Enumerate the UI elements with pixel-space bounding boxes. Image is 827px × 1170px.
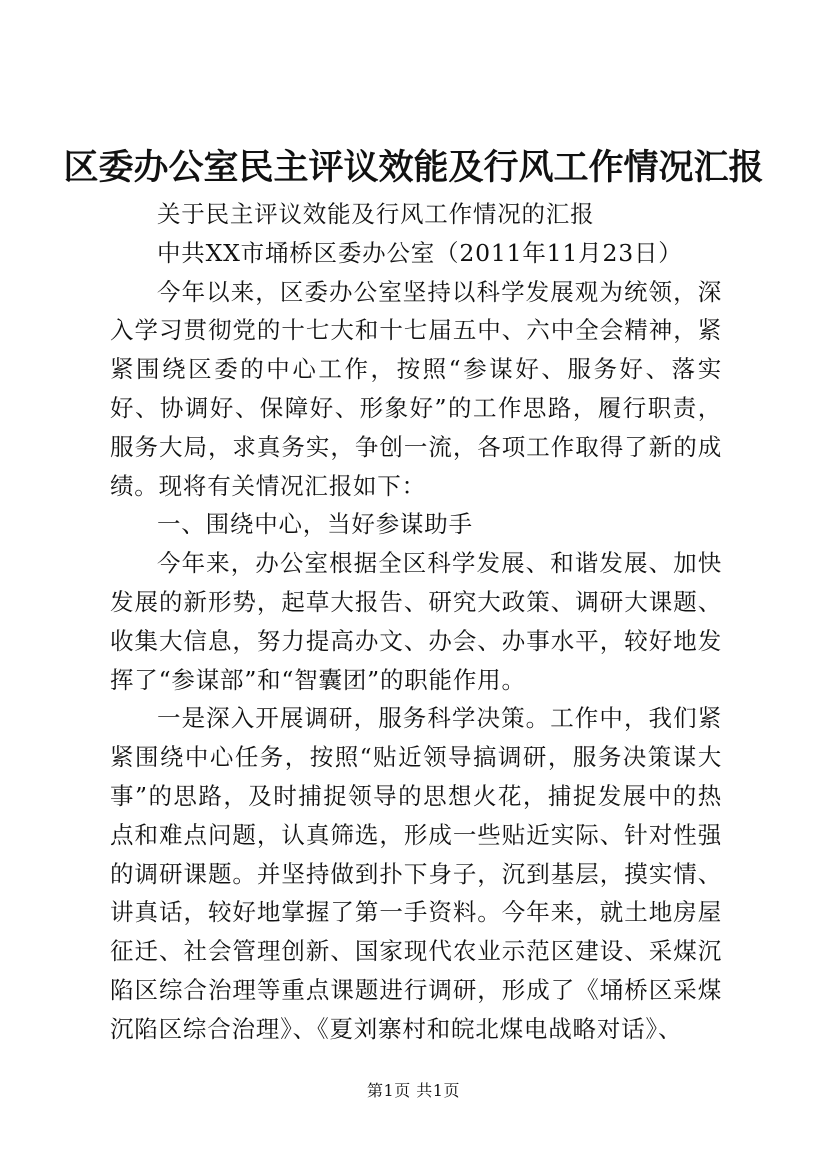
page-number-footer: 第1页 共1页 [367,1081,460,1100]
section-paragraph: 今年来，办公室根据全区科学发展、和谐发展、加快发展的新形势，起草大报告、研究大政策、调研大课题、收集大信息，努力提高办文、办会、办事水平，较好地发挥了“参谋部”和“智囊团”的职能作用。 [110,549,722,694]
intro-paragraph: 今年以来，区委办公室坚持以科学发展观为统领，深入学习贯彻党的十七大和十七届五中、六中全会精神，紧紧围绕区委的中心工作，按照“参谋好、服务好、落实好、协调好、保障好、形象好”的工作思路，履行职责，服务大局，求真务实，争创一流，各项工作取得了新的成绩。现将有关情况汇报如下： [110,277,722,500]
document-body [110,195,722,1049]
section-heading: 一、围绕中心，当好参谋助手 [157,510,473,539]
issuer-line: 中共XX市埇桥区委办公室（2011年11月23日） [157,238,683,267]
document-title: 区委办公室民主评议效能及行风工作情况汇报 [63,147,764,188]
report-heading: 关于民主评议效能及行风工作情况的汇报 [157,200,595,228]
research-paragraph: 一是深入开展调研，服务科学决策。工作中，我们紧紧围绕中心任务，按照“贴近领导搞调研，服务决策谋大事”的思路，及时捕捉领导的思想火花，捕捉发展中的热点和难点问题，认真筛选，形成一些贴近实际、针对性强的调研课题。并坚持做到扑下身子，沉到基层，摸实情、讲真话，较好地掌握了第一手资料。今年来，就土地房屋征迁、社会管理创新、国家现代农业示范区建设、采煤沉陷区综合治理等重点课题进行调研，形成了《埇桥区采煤沉陷区综合治理》、《夏刘寨村和皖北煤电战略对话》、 [110,704,722,1043]
